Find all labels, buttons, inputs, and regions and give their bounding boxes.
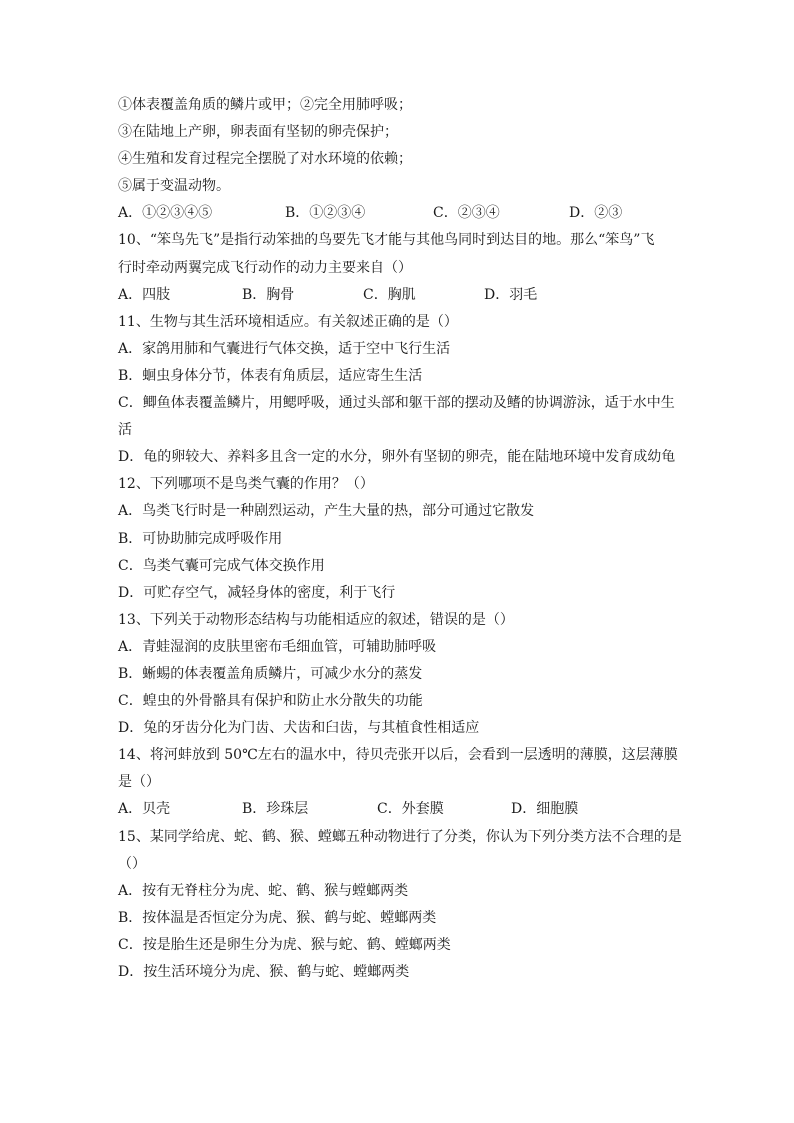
q9-option-b: B．①②③④ (285, 205, 366, 222)
q14-option-d: D．细胞膜 (511, 801, 579, 818)
q15-stem-line1: 15、某同学给虎、蛇、鹤、猴、螳螂五种动物进行了分类，你认为下列分类方法不合理的是 (118, 828, 682, 845)
q11-option-c-line2: 活 (118, 422, 132, 439)
q13-option-c: C．蝗虫的外骨骼具有保护和防止水分散失的功能 (118, 693, 423, 710)
q13-stem: 13、下列关于动物形态结构与功能相适应的叙述，错误的是（） (118, 611, 514, 628)
q13-option-b: B．蜥蜴的体表覆盖角质鳞片，可减少水分的蒸发 (118, 665, 423, 682)
q11-stem: 11、生物与其生活环境相适应。有关叙述正确的是（） (118, 313, 458, 330)
q9-item-3: ③在陆地上产卵，卵表面有坚韧的卵壳保护； (118, 124, 398, 141)
q9-option-d: D．②③ (569, 205, 623, 222)
q10-option-d: D．羽毛 (484, 286, 538, 303)
q9-options (118, 200, 678, 227)
q10-option-a: A．四肢 (118, 286, 171, 303)
q9-item-4: ④生殖和发育过程完全摆脱了对水环境的依赖； (118, 151, 412, 168)
q13-option-a: A．青蛙湿润的皮肤里密布毛细血管，可辅助肺呼吸 (118, 638, 437, 655)
q10-options (118, 282, 678, 309)
q12-option-b: B．可协助肺完成呼吸作用 (118, 530, 283, 547)
q14-option-a: A．贝壳 (118, 801, 171, 818)
q9-item-5: ⑤属于变温动物。 (118, 178, 230, 195)
q15-option-b: B．按体温是否恒定分为虎、猴、鹤与蛇、螳螂两类 (118, 909, 437, 926)
q9-item-1-2: ①体表覆盖角质的鳞片或甲；②完全用肺呼吸； (118, 97, 412, 113)
q10-stem-line2: 行时牵动两翼完成飞行动作的动力主要来自（） (118, 259, 412, 276)
q10-stem-line1: 10、“笨鸟先飞”是指行动笨拙的鸟要先飞才能与其他鸟同时到达目的地。那么“笨鸟”飞 (118, 232, 655, 249)
q14-option-b: B．珍珠层 (242, 801, 309, 818)
q12-option-d: D．可贮存空气，减轻身体的密度，利于飞行 (118, 584, 396, 601)
q14-options (118, 796, 678, 823)
q12-option-a: A．鸟类飞行时是一种剧烈运动，产生大量的热，部分可通过它散发 (118, 503, 535, 520)
q11-option-b: B．蛔虫身体分节，体表有角质层，适应寄生生活 (118, 367, 423, 384)
q14-option-c: C．外套膜 (377, 801, 444, 818)
q10-option-c: C．胸肌 (363, 286, 416, 303)
q15-stem-line2: （） (118, 855, 146, 872)
q12-stem: 12、下列哪项不是鸟类气囊的作用？（） (118, 476, 374, 493)
q9-option-c: C．②③④ (433, 205, 500, 222)
q15-option-c: C．按是胎生还是卵生分为虎、猴与蛇、鹤、螳螂两类 (118, 936, 451, 953)
q15-option-d: D．按生活环境分为虎、猴、鹤与蛇、螳螂两类 (118, 964, 410, 980)
q11-option-d: D．龟的卵较大、养料多且含一定的水分，卵外有坚韧的卵壳，能在陆地环境中发育成幼龟 (118, 449, 676, 466)
q13-option-d: D．兔的牙齿分化为门齿、犬齿和臼齿，与其植食性相适应 (118, 720, 480, 737)
q12-option-c: C．鸟类气囊可完成气体交换作用 (118, 557, 325, 574)
q15-option-a: A．按有无脊柱分为虎、蛇、鹤、猴与螳螂两类 (118, 882, 409, 899)
q9-option-a: A．①②③④⑤ (118, 205, 213, 222)
exam-page (118, 92, 682, 986)
q10-option-b: B．胸骨 (242, 286, 295, 303)
q11-option-a: A．家鸽用肺和气囊进行气体交换，适于空中飞行生活 (118, 340, 451, 357)
q14-stem-line2: 是（） (118, 774, 160, 791)
q11-option-c-line1: C．鲫鱼体表覆盖鳞片，用鳃呼吸，通过头部和躯干部的摆动及鳍的协调游泳，适于水中生 (118, 395, 675, 412)
q14-stem-line1: 14、将河蚌放到 50℃左右的温水中，待贝壳张开以后，会看到一层透明的薄膜，这层薄膜 (118, 747, 678, 764)
